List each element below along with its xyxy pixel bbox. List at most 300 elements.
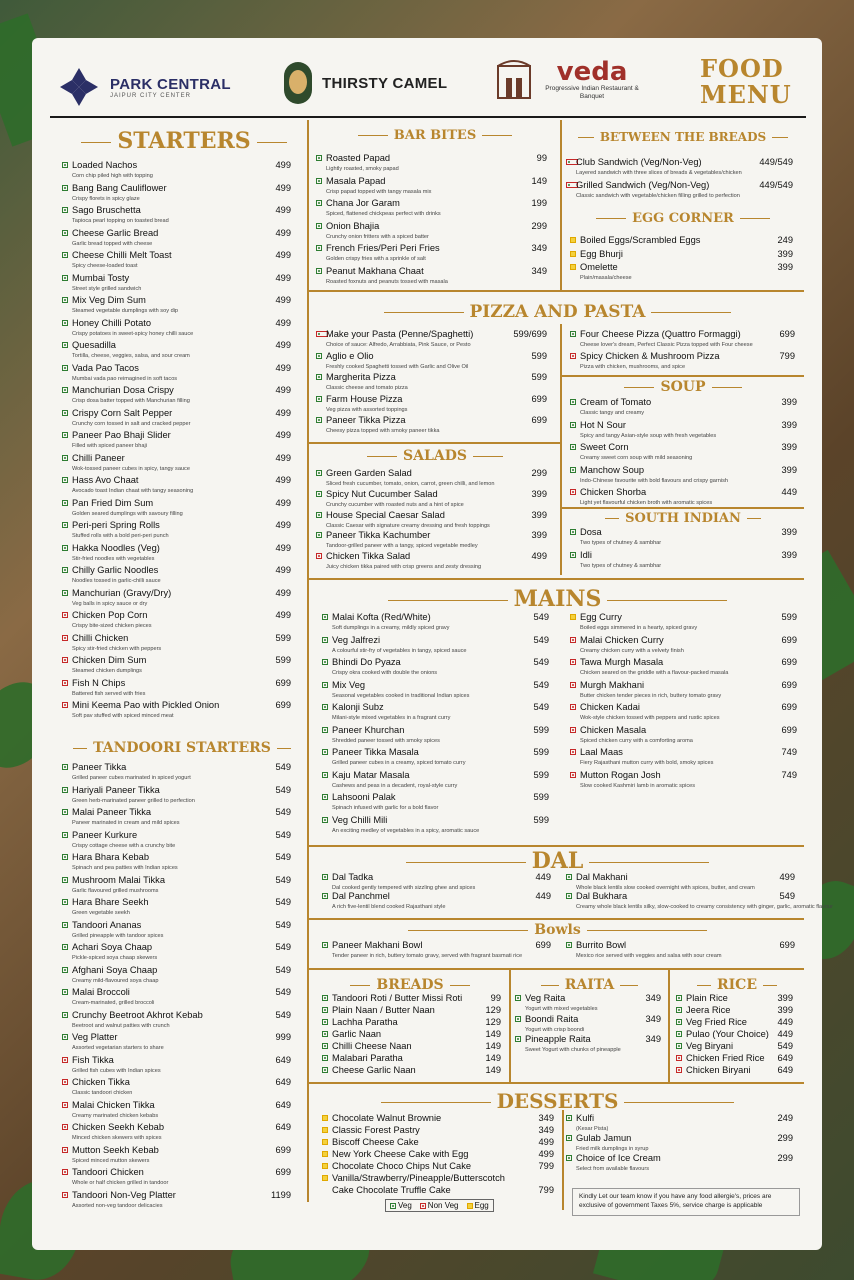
- menu-item: [322, 680, 549, 703]
- item-name: Chicken Seekh Kebab: [72, 1122, 164, 1132]
- item-description: Juicy chicken tikka paired with crisp greens and zesty dressing: [326, 564, 482, 571]
- veg-icon: [62, 590, 68, 596]
- item-name: Club Sandwich (Veg/Non-Veg): [576, 157, 702, 167]
- menu-item: [566, 1153, 793, 1173]
- item-name: Paneer Pao Bhaji Slider: [72, 430, 171, 440]
- veg-icon: [316, 200, 322, 206]
- menu-item: [322, 1173, 554, 1185]
- item-description: Grilled paneer cubes in a creamy, spiced tomato curry: [332, 760, 466, 766]
- veg-icon: [316, 491, 322, 497]
- item-description: Wok-style chicken tossed with peppers and rustic spices: [580, 715, 720, 721]
- item-name: Malai Broccoli: [72, 987, 130, 997]
- menu-item: [62, 1077, 291, 1100]
- item-price: 99: [536, 153, 547, 163]
- item-name: Mini Keema Pao with Pickled Onion: [72, 700, 220, 710]
- menu-item: [62, 700, 291, 723]
- item-description: Battered fish served with fries: [72, 690, 146, 697]
- veg-icon: [62, 365, 68, 371]
- salads-list: [316, 468, 547, 572]
- veg-icon: [322, 682, 328, 688]
- bowls-left-list: [322, 940, 551, 962]
- item-name: Fish Tikka: [72, 1054, 114, 1065]
- item-name: Quesadilla: [72, 340, 116, 350]
- menu-item: [322, 635, 549, 658]
- item-name: Veg Platter: [72, 1032, 118, 1042]
- veg-icon: [316, 268, 322, 274]
- item-name: Paneer Tikka Kachumber: [326, 530, 431, 541]
- menu-item: [62, 363, 291, 386]
- item-name: Mumbai Tosty: [72, 272, 130, 283]
- item-name: Loaded Nachos: [72, 160, 138, 170]
- item-description: Tandoor-grilled paneer with a tangy, spiced vegetable medley: [326, 543, 478, 550]
- menu-item: [570, 657, 797, 680]
- menu-item: [62, 942, 291, 965]
- bowls-right-list: [566, 940, 795, 962]
- veg-icon: [515, 1036, 521, 1042]
- menu-item: [322, 770, 549, 793]
- header-divider: [50, 116, 806, 118]
- item-price: 499: [275, 385, 291, 395]
- egg-icon: [322, 1139, 328, 1145]
- food-menu-title: [700, 56, 810, 108]
- veg-icon: [62, 342, 68, 348]
- item-description: Sweet Yogurt with chunks of pineapple: [525, 1047, 621, 1053]
- item-price: 149: [485, 1065, 501, 1075]
- item-name: Jeera Rice: [686, 1005, 731, 1015]
- diet-legend: [385, 1199, 494, 1212]
- item-name: Paneer Tikka: [72, 762, 127, 772]
- item-description: Crispy okra cooked with double the onions: [332, 670, 438, 676]
- veg-icon: [62, 1034, 68, 1040]
- veg-icon: [62, 500, 68, 506]
- item-name: Farm House Pizza: [326, 393, 403, 404]
- item-name: Mushroom Malai Tikka: [72, 874, 165, 885]
- veg-icon: [62, 1012, 68, 1018]
- heading-rice: RICE: [670, 977, 804, 993]
- legend-egg: Egg: [467, 1201, 489, 1210]
- nonveg-icon: [316, 553, 322, 559]
- menu-item: [62, 965, 291, 988]
- veg-icon: [62, 989, 68, 995]
- item-price: 549: [275, 1009, 291, 1020]
- item-price: 499: [275, 520, 291, 530]
- item-price: 549: [275, 829, 291, 840]
- menu-item: [62, 1010, 291, 1033]
- allergy-note: Kindly Let our team know if you have any food allergie's, prices are exclusive of government Taxes 5%, service charge is applicable: [572, 1188, 800, 1216]
- item-price: 549: [533, 612, 549, 622]
- menu-item: [62, 785, 291, 808]
- menu-item: [322, 792, 549, 815]
- veg-icon: [62, 832, 68, 838]
- item-name: Lahsooni Palak: [332, 792, 396, 802]
- item-price: 449: [777, 1029, 793, 1039]
- menu-item: [62, 1167, 291, 1190]
- veg-icon: [316, 155, 322, 161]
- between-breads-list: [566, 157, 793, 202]
- veg-icon: [676, 995, 682, 1001]
- veg-icon: [570, 444, 576, 450]
- menu-item: [62, 987, 291, 1010]
- item-price: 549: [275, 784, 291, 795]
- item-price: 399: [781, 464, 797, 475]
- nonveg-icon: [62, 1057, 68, 1063]
- menu-item: [316, 176, 547, 199]
- veg-icon: [62, 944, 68, 950]
- item-price: 549: [533, 657, 549, 667]
- item-description: Classic sandwich with vegetable/chicken filling grilled to perfection: [576, 192, 740, 199]
- item-name: Chicken Biryani: [686, 1065, 751, 1075]
- item-price: 349: [538, 1125, 554, 1135]
- veda-name: veda: [556, 57, 628, 87]
- menu-item: [322, 815, 549, 838]
- item-name: Peri-peri Spring Rolls: [72, 520, 160, 530]
- item-price: 549: [275, 919, 291, 930]
- veg-icon: [322, 1007, 328, 1013]
- item-name: Chicken Masala: [580, 724, 647, 735]
- item-description: Classic cheese and tomato pizza: [326, 385, 408, 391]
- nonveg-icon: [570, 659, 576, 665]
- veg-icon: [316, 417, 322, 423]
- veg-icon: [62, 252, 68, 258]
- nonveg-icon: [62, 1169, 68, 1175]
- item-price: 699: [535, 940, 551, 950]
- item-description: Street style grilled sandwich: [72, 285, 142, 292]
- menu-item: [316, 468, 547, 489]
- veg-icon: [322, 637, 328, 643]
- item-price: 499: [538, 1149, 554, 1159]
- menu-item: [570, 329, 795, 351]
- item-name: Kaju Matar Masala: [332, 769, 410, 780]
- item-price: 549: [777, 1041, 793, 1051]
- item-price: 449: [535, 872, 551, 882]
- item-description: Stuffed rolls with a bold peri-peri punch: [72, 533, 169, 539]
- item-description: Paneer marinated in cream and mild spices: [72, 820, 180, 826]
- menu-item: [570, 527, 797, 550]
- item-description: An exciting medley of vegetables in a spicy, aromatic sauce: [332, 827, 480, 834]
- item-price: 499: [275, 587, 291, 598]
- item-price: 399: [781, 442, 797, 452]
- item-name: Mutton Rogan Josh: [580, 769, 661, 780]
- item-price: 449: [535, 891, 551, 901]
- item-description: Grilled paneer cubes marinated in spiced yogurt: [72, 775, 191, 781]
- item-description: Assorted vegetarian starters to share: [72, 1045, 164, 1051]
- item-description: Soft dumplings in a creamy, mildly spiced gravy: [332, 625, 450, 631]
- veg-icon: [62, 162, 68, 168]
- item-name: Sweet Corn: [580, 442, 629, 452]
- menu-item: [62, 655, 291, 678]
- item-name: Dal Bukhara: [576, 891, 628, 901]
- item-price: 399: [531, 488, 547, 499]
- item-name: Mutton Seekh Kebab: [72, 1144, 159, 1155]
- item-name: Gulab Jamun: [576, 1133, 632, 1143]
- item-description: Mexico rice served with veggies and salsa with sour cream: [576, 953, 722, 959]
- item-name: Malabari Paratha: [332, 1053, 403, 1063]
- menu-item: [570, 351, 795, 373]
- item-price: 799: [538, 1161, 554, 1171]
- menu-item: [62, 228, 291, 251]
- veg-icon: [316, 245, 322, 251]
- menu-item: [570, 235, 793, 249]
- item-name: Manchurian (Gravy/Dry): [72, 587, 172, 598]
- menu-item: [62, 830, 291, 853]
- menu-item: [676, 1065, 793, 1077]
- nonveg-icon: [62, 1079, 68, 1085]
- item-price: 699: [781, 634, 797, 645]
- item-price: 499: [275, 407, 291, 418]
- heading-egg-corner: EGG CORNER: [563, 211, 803, 226]
- menu-item: [316, 415, 547, 437]
- item-price: 549: [275, 874, 291, 885]
- veda-logo: [494, 58, 642, 102]
- item-name: Make your Pasta (Penne/Spaghetti): [326, 329, 474, 339]
- item-description: Cashews and peas in a decadent, royal-style curry: [332, 782, 458, 789]
- menu-item: [62, 633, 291, 656]
- menu-item: [316, 372, 547, 394]
- nonveg-icon: [62, 612, 68, 618]
- item-description: Grilled pineapple with tandoor spices: [72, 932, 164, 939]
- menu-item: [62, 385, 291, 408]
- item-name: Choice of Ice Cream: [576, 1153, 661, 1163]
- veg-icon: [62, 522, 68, 528]
- menu-item: [515, 993, 661, 1014]
- nonveg-icon: [676, 1055, 682, 1061]
- menu-item: [570, 487, 797, 510]
- egg-icon: [570, 237, 576, 243]
- item-description: Spinach and pea patties with Indian spices: [72, 865, 178, 871]
- item-name: Honey Chilli Potato: [72, 317, 152, 328]
- nonveg-icon: [62, 702, 68, 708]
- item-price: 199: [531, 198, 547, 208]
- veg-icon: [62, 787, 68, 793]
- item-name: Chilli Chicken: [72, 632, 129, 643]
- menu-item: [570, 747, 797, 770]
- menu-item: [62, 1190, 291, 1213]
- menu-item: [566, 872, 795, 891]
- veg-icon: [515, 995, 521, 1001]
- egg-icon: [322, 1175, 328, 1181]
- menu-item: [316, 198, 547, 221]
- item-price: 499: [275, 182, 291, 193]
- item-description: Yogurt with mixed vegetables: [525, 1006, 598, 1012]
- menu-item: [62, 453, 291, 476]
- menu-item: [566, 180, 793, 203]
- item-name: Paneer Tikka Pizza: [326, 415, 406, 425]
- item-description: Classic tangy and creamy: [580, 410, 645, 416]
- menu-item: [676, 1029, 793, 1041]
- item-price: 499: [275, 160, 291, 170]
- item-name: Laal Maas: [580, 747, 623, 757]
- item-price: 649: [777, 1053, 793, 1063]
- item-name: Masala Papad: [326, 175, 386, 186]
- item-description: Garlic flavoured grilled mushrooms: [72, 887, 159, 894]
- section-rule: [309, 968, 804, 970]
- veg-icon: [62, 432, 68, 438]
- item-description: Seasonal vegetables cooked in traditional Indian spices: [332, 692, 470, 699]
- menu-item: [566, 157, 793, 180]
- item-price: 549: [275, 987, 291, 997]
- item-description: Boiled eggs simmered in a hearty, spiced gravy: [580, 625, 698, 631]
- item-description: Creamy whole black lentils silky, slow-cooked to creamy consistency with ginger, garlic, aromatic flavour: [576, 904, 833, 910]
- item-description: Creamy chicken curry with a velvety finish: [580, 647, 684, 654]
- item-name: Sago Bruschetta: [72, 205, 141, 215]
- item-price: 549: [275, 897, 291, 907]
- menu-item: [566, 1113, 793, 1133]
- veg-icon: [322, 704, 328, 710]
- veg-icon: [322, 659, 328, 665]
- veg-icon: [62, 809, 68, 815]
- park-central-name: PARK CENTRAL: [110, 75, 231, 93]
- item-description: Freshly cooked Spaghetti tossed with Garlic and Olive Oil: [326, 363, 469, 370]
- item-price: 649: [275, 1099, 291, 1110]
- item-price: 499: [275, 452, 291, 463]
- item-description: Chicken seared on the griddle with a flavour-packed masala: [580, 670, 729, 676]
- item-name: Chilly Garlic Noodles: [72, 565, 159, 575]
- veg-icon: [322, 794, 328, 800]
- veg-icon: [676, 1031, 682, 1037]
- section-rule: [309, 578, 804, 580]
- item-name: New York Cheese Cake with Egg: [332, 1149, 469, 1159]
- nonveg-icon: [62, 1192, 68, 1198]
- veg-icon: [570, 552, 576, 558]
- menu-item: [62, 875, 291, 898]
- item-name: Hakka Noodles (Veg): [72, 542, 160, 553]
- item-name: Vada Pao Tacos: [72, 362, 139, 373]
- nonveg-icon: [570, 637, 576, 643]
- item-price: 1199: [271, 1189, 291, 1200]
- veg-icon: [62, 297, 68, 303]
- dal-right-list: [566, 872, 833, 910]
- egg-icon: [322, 1163, 328, 1169]
- item-name: Chilli Cheese Naan: [332, 1041, 412, 1051]
- veg-icon: [570, 467, 576, 473]
- item-price: 599: [533, 814, 549, 825]
- heading-tandoori: TANDOORI STARTERS: [56, 740, 308, 756]
- egg-icon: [570, 251, 576, 257]
- veg-icon: [62, 320, 68, 326]
- item-price: 149: [531, 175, 547, 186]
- nonveg-icon: [570, 772, 576, 778]
- veg-icon: [62, 899, 68, 905]
- veg-icon: [322, 874, 328, 880]
- item-description: Avocado toast Indian chaat with tangy seasoning: [72, 488, 194, 494]
- heading-mains: MAINS: [310, 586, 805, 612]
- item-name: Hara Bhare Seekh: [72, 897, 149, 907]
- menu-item: [570, 465, 797, 488]
- veg-icon: [676, 1019, 682, 1025]
- item-name: Chicken Pop Corn: [72, 610, 148, 620]
- item-price: 149: [485, 1041, 501, 1051]
- heading-salads: SALADS: [310, 448, 560, 464]
- item-price: 499: [275, 295, 291, 305]
- item-name: Afghani Soya Chaap: [72, 964, 158, 975]
- item-name: Veg Chilli Mili: [332, 814, 388, 825]
- item-description: Golden seared dumplings with savoury filling: [72, 510, 183, 517]
- item-description: Pickle-spiced soya chaap skewers: [72, 955, 158, 961]
- menu-item: [316, 243, 547, 266]
- item-description: Select from available flavours: [576, 1166, 650, 1172]
- nonveg-icon: [570, 704, 576, 710]
- item-name: Garlic Naan: [332, 1029, 382, 1039]
- menu-item: [62, 205, 291, 228]
- item-name: Grilled Sandwich (Veg/Non-Veg): [576, 179, 710, 190]
- dal-left-list: [322, 872, 551, 910]
- mains-right-list: [570, 612, 797, 792]
- item-price: 599/699: [513, 329, 547, 339]
- item-name: Aglio e Olio: [326, 350, 374, 361]
- item-description: Veg pizza with assorted toppings: [326, 406, 408, 413]
- item-price: 499: [779, 872, 795, 882]
- veg-icon: [566, 942, 572, 948]
- item-description: Sliced fresh cucumber, tomato, onion, carrot, green chilli, and lemon: [326, 481, 495, 487]
- item-price: 349: [645, 1013, 661, 1024]
- heading-breads: BREADS: [310, 977, 510, 993]
- item-description: (Kesar Pista): [576, 1126, 609, 1132]
- item-description: Steamed vegetable dumplings with soy dip: [72, 308, 179, 314]
- thirsty-camel-logo: [282, 60, 447, 106]
- item-price: 349: [531, 243, 547, 253]
- veg-icon: [62, 207, 68, 213]
- item-description: Crispy bite-sized chicken pieces: [72, 623, 152, 629]
- item-description: Lightly roasted, smoky papad: [326, 166, 399, 172]
- item-price: 649: [777, 1065, 793, 1075]
- item-description: Spicy cheese-loaded toast: [72, 263, 138, 269]
- park-central-emblem-icon: [56, 64, 102, 110]
- menu-item: [316, 530, 547, 551]
- menu-item: [322, 1161, 554, 1173]
- item-price: 499: [275, 250, 291, 260]
- item-description: Filled with spiced paneer bhaji: [72, 443, 147, 449]
- item-description: Assorted non-veg tandoor delicacies: [72, 1202, 163, 1209]
- heading-starters: STARTERS: [60, 128, 308, 154]
- menu-item: [322, 1065, 501, 1077]
- item-description: Yogurt with crisp boondi: [525, 1026, 585, 1033]
- nonveg-icon: [62, 657, 68, 663]
- veg-icon: [322, 1043, 328, 1049]
- south-indian-list: [570, 527, 797, 572]
- item-price: 499: [275, 565, 291, 575]
- nonveg-icon: [62, 635, 68, 641]
- item-description: Crisp dosa batter topped with Manchurian filling: [72, 398, 190, 404]
- item-description: Crispy cottage cheese with a crunchy bite: [72, 842, 176, 849]
- item-price: 699: [275, 1167, 291, 1177]
- item-price: 699: [781, 679, 797, 690]
- item-name: Chicken Fried Rice: [686, 1053, 765, 1063]
- menu-item: [322, 1017, 501, 1029]
- item-name: Biscoff Cheese Cake: [332, 1137, 419, 1147]
- menu-item: [62, 250, 291, 273]
- item-description: Cheesy pizza topped with smoky paneer tikka: [326, 428, 440, 434]
- menu-item: [570, 635, 797, 658]
- item-name: Veg Raita: [525, 993, 566, 1003]
- item-price: 699: [275, 677, 291, 688]
- veg-icon: [390, 1203, 396, 1209]
- item-description: Classic Caesar with signature creamy dressing and fresh toppings: [326, 522, 490, 529]
- item-description: Creamy marinated chicken kebabs: [72, 1112, 159, 1119]
- menu-item: [322, 1137, 554, 1149]
- item-name: Paneer Makhani Bowl: [332, 940, 423, 950]
- veg-icon: [570, 422, 576, 428]
- menu-item: [62, 430, 291, 453]
- menu-item: [316, 351, 547, 373]
- item-price: 749: [781, 769, 797, 780]
- veg-icon: [566, 893, 572, 899]
- item-description: Spiced minced mutton skewers: [72, 1157, 150, 1164]
- nonveg-icon: [570, 727, 576, 733]
- menu-item: [62, 678, 291, 701]
- item-price: 599: [533, 769, 549, 780]
- item-name: Spicy Chicken & Mushroom Pizza: [580, 350, 720, 361]
- item-name: Veg Jalfrezi: [332, 634, 381, 645]
